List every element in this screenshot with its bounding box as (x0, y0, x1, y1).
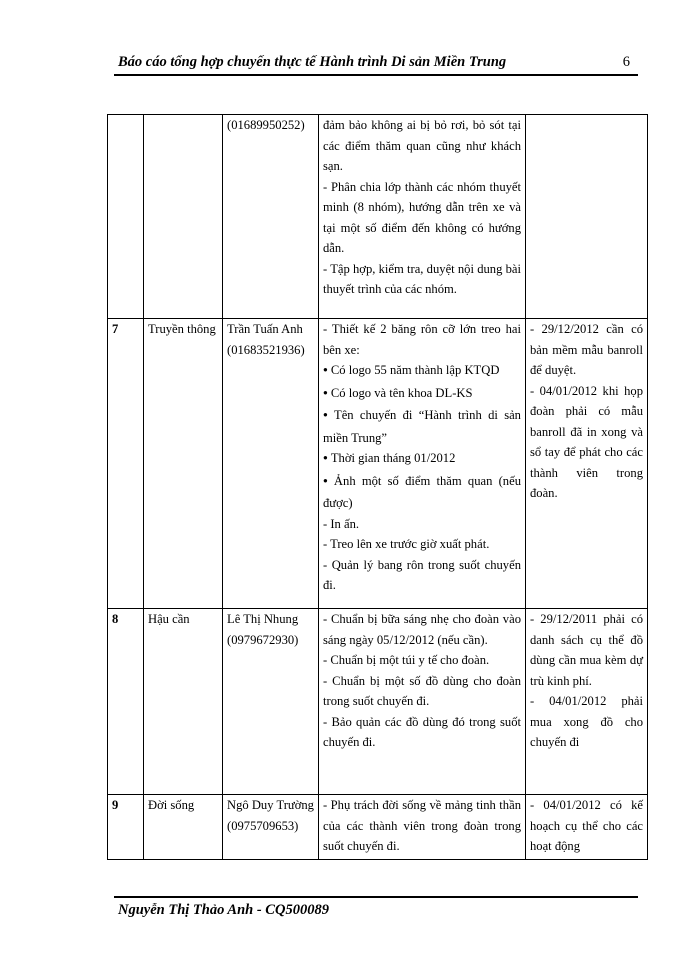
row-number: 9 (108, 795, 144, 860)
deadline-line: - 29/12/2011 phải có danh sách cụ thể đồ dùng cần mua kèm dự trù kinh phí. (530, 612, 643, 688)
task-line: - Quản lý bang rôn trong suốt chuyến đi. (323, 557, 521, 592)
row-number: 7 (108, 319, 144, 609)
area-cell: Truyền thông (144, 319, 223, 609)
task-bullet: ● Thời gian tháng 01/2012 (323, 448, 521, 471)
task-line: - Bảo quản các đồ dùng đó trong suốt chuyến đi. (323, 714, 521, 749)
person-phone: (01683521936) (227, 342, 305, 357)
tasks-cell (319, 795, 526, 860)
task-line: - Phân chia lớp thành các nhóm thuyết minh (8 nhóm), hướng dẫn trên xe và tại một số điểm đến không có hướng dẫn. (323, 179, 521, 255)
person-cell (223, 795, 319, 860)
row-number (108, 115, 144, 319)
tasks-cell (319, 319, 526, 609)
table-row (108, 795, 648, 860)
person-name: Lê Thị Nhung (227, 612, 299, 626)
deadline-cell (526, 319, 648, 609)
task-bullet: ● Tên chuyến đi “Hành trình di sản miền Trung” (323, 405, 521, 448)
deadline-cell (526, 115, 648, 319)
task-line: - Phụ trách đời sống về mảng tinh thần của các thành viên trong đoàn trong suốt chuyến đi. (323, 798, 521, 853)
assignment-table (107, 114, 648, 860)
deadline-line: - 04/01/2012 có kế hoạch cụ thể cho các hoạt động (530, 798, 643, 853)
page-footer (114, 896, 638, 918)
deadline-cell (526, 795, 648, 860)
table-row (108, 609, 648, 795)
person-name: Ngô Duy Trường (227, 798, 314, 812)
footer-author: Nguyễn Thị Thảo Anh - CQ500089 (118, 902, 329, 918)
header-title: Báo cáo tổng hợp chuyến thực tế Hành trình Di sản Miền Trung (118, 54, 507, 70)
area-cell: Hậu cần (144, 609, 223, 795)
task-line: - Tập hợp, kiểm tra, duyệt nội dung bài thuyết trình của các nhóm. (323, 261, 521, 296)
task-line: - Chuẩn bị bữa sáng nhẹ cho đoàn vào sáng ngày 05/12/2012 (nếu cần). (323, 612, 521, 647)
table-row (108, 115, 648, 319)
table-row (108, 319, 648, 609)
tasks-cell (319, 609, 526, 795)
task-bullet: ● Ảnh một số điểm thăm quan (nếu được) (323, 471, 521, 514)
deadline-line: - 04/01/2012 phải mua xong đồ cho chuyến đi (530, 694, 643, 749)
task-line: - Chuẩn bị một túi y tế cho đoàn. (323, 653, 490, 667)
deadline-line: - 04/01/2012 khi họp đoàn phải có mẫu banroll đã in xong và sổ tay để phát cho các thành viên trong đoàn. (530, 383, 643, 500)
row-number: 8 (108, 609, 144, 795)
task-line: - In ấn. (323, 516, 360, 531)
area-cell: Đời sống (144, 795, 223, 860)
task-line: - Treo lên xe trước giờ xuất phát. (323, 537, 490, 551)
task-line: đảm bảo không ai bị bỏ rơi, bỏ sót tại các điểm thăm quan cũng như khách sạn. (323, 118, 521, 173)
page-header (114, 52, 638, 76)
person-phone: (01689950252) (227, 118, 305, 132)
page-number: 6 (622, 54, 630, 70)
deadline-line: - 29/12/2012 cần có bản mềm mẫu banroll để duyệt. (530, 322, 643, 377)
task-bullet: ● Có logo và tên khoa DL-KS (323, 383, 521, 406)
deadline-cell (526, 609, 648, 795)
person-cell (223, 319, 319, 609)
person-phone: (0979672930) (227, 632, 299, 647)
task-bullet: ● Có logo 55 năm thành lập KTQD (323, 360, 521, 383)
person-cell (223, 609, 319, 795)
area-cell (144, 115, 223, 319)
task-line: - Thiết kế 2 băng rôn cỡ lớn treo hai bên xe: (323, 322, 521, 357)
task-line: - Chuẩn bị một số đồ dùng cho đoàn trong suốt chuyến đi. (323, 673, 521, 708)
person-cell (223, 115, 319, 319)
person-phone: (0975709653) (227, 818, 299, 833)
tasks-cell (319, 115, 526, 319)
person-name: Trần Tuấn Anh (227, 322, 303, 336)
